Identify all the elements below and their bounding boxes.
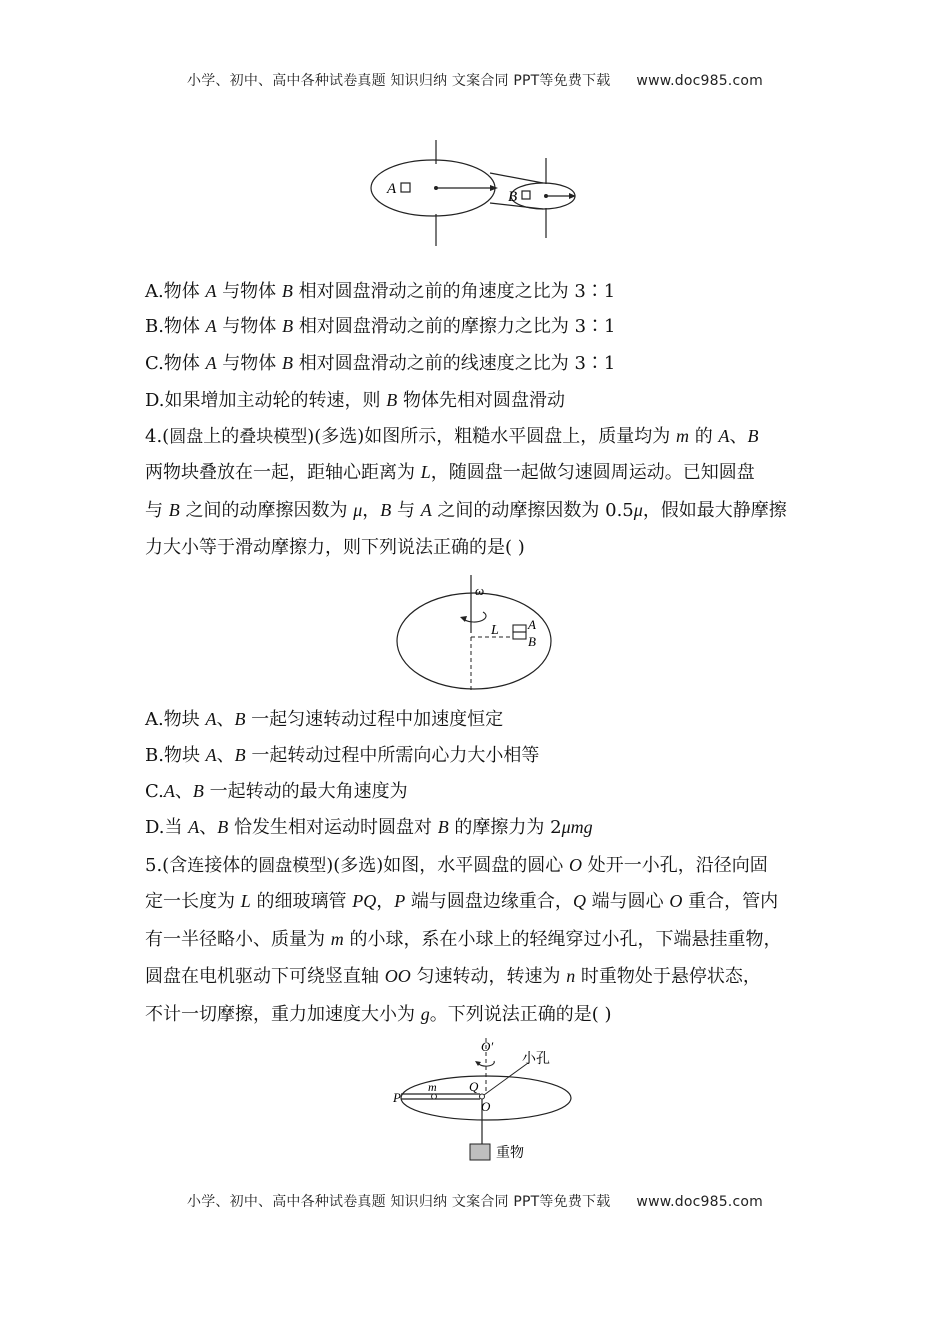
footer-text: 小学、初中、高中各种试卷真题 知识归纳 文案合同 PPT等免费下载 (187, 1194, 611, 1210)
page-footer (0, 1191, 950, 1211)
q5-stem-line-5: 不计一切摩擦，重力加速度大小为 g。下列说法正确的是( ) (145, 1004, 612, 1025)
q4-fig-L: L (491, 623, 499, 638)
q4-figure (395, 573, 555, 693)
q4-fig-B: B (528, 634, 536, 649)
header-text: 小学、初中、高中各种试卷真题 知识归纳 文案合同 PPT等免费下载 (187, 73, 611, 89)
q5-fig-O: O (481, 1099, 491, 1114)
page-header (0, 70, 950, 90)
q3-figure (370, 140, 580, 248)
footer-site: www.doc985.com (636, 1194, 763, 1210)
q5-figure (390, 1036, 565, 1166)
q5-fig-hole: 小孔 (522, 1052, 550, 1067)
q4-option-d: D.当 A、B 恰发生相对运动时圆盘对 B 的摩擦力为 2μmg (145, 817, 593, 838)
q5-fig-P: P (393, 1090, 401, 1105)
q5-fig-weight: 重物 (496, 1146, 524, 1161)
q4-stem-line-2: 两物块叠放在一起，距轴心距离为 L，随圆盘一起做匀速圆周运动。已知圆盘 (145, 462, 755, 483)
q5-stem-line-3: 有一半径略小、质量为 m 的小球，系在小球上的轻绳穿过小孔，下端悬挂重物， (145, 929, 782, 950)
q4-option-a: A.物块 A、B 一起匀速转动过程中加速度恒定 (145, 709, 504, 730)
q3-fig-label-a: A (387, 181, 397, 197)
q4-stem-line-4: 力大小等于滑动摩擦力，则下列说法正确的是( ) (145, 537, 525, 558)
q4-stem-line-1: 4.(圆盘上的叠块模型)(多选)如图所示，粗糙水平圆盘上，质量均为 m 的 A、B (145, 426, 759, 447)
q5-stem-line-1: 5.(含连接体的圆盘模型)(多选)如图，水平圆盘的圆心 O 处开一小孔，沿径向固 (145, 855, 768, 876)
q4-stem-line-3: 与 B 之间的动摩擦因数为 μ，B 与 A 之间的动摩擦因数为 0.5μ，假如最大静摩擦 (145, 500, 787, 521)
q3-option-c: C.物体 A 与物体 B 相对圆盘滑动之前的线速度之比为 3∶1 (145, 353, 616, 374)
q5-fig-o-prime: O′ (481, 1039, 494, 1054)
header-site: www.doc985.com (636, 73, 763, 89)
q4-fig-omega: ω (475, 583, 485, 598)
q4-option-c: C.A、B 一起转动的最大角速度为 (145, 781, 408, 802)
q5-fig-Q: Q (469, 1079, 479, 1094)
q3-option-d: D.如果增加主动轮的转速，则 B 物体先相对圆盘滑动 (145, 390, 565, 411)
q5-stem-line-2: 定一长度为 L 的细玻璃管 PQ，P 端与圆盘边缘重合，Q 端与圆心 O 重合，管内 (145, 891, 779, 912)
q3-fig-label-b: B (508, 189, 518, 205)
q4-fig-A: A (528, 617, 536, 632)
q3-option-b: B.物体 A 与物体 B 相对圆盘滑动之前的摩擦力之比为 3∶1 (145, 316, 616, 337)
q4-option-b: B.物块 A、B 一起转动过程中所需向心力大小相等 (145, 745, 540, 766)
q5-stem-line-4: 圆盘在电机驱动下可绕竖直轴 OO 匀速转动，转速为 n 时重物处于悬停状态， (145, 966, 761, 987)
q3-option-a: A.物体 A 与物体 B 相对圆盘滑动之前的角速度之比为 3∶1 (145, 281, 616, 302)
q5-fig-m: m (428, 1080, 437, 1094)
